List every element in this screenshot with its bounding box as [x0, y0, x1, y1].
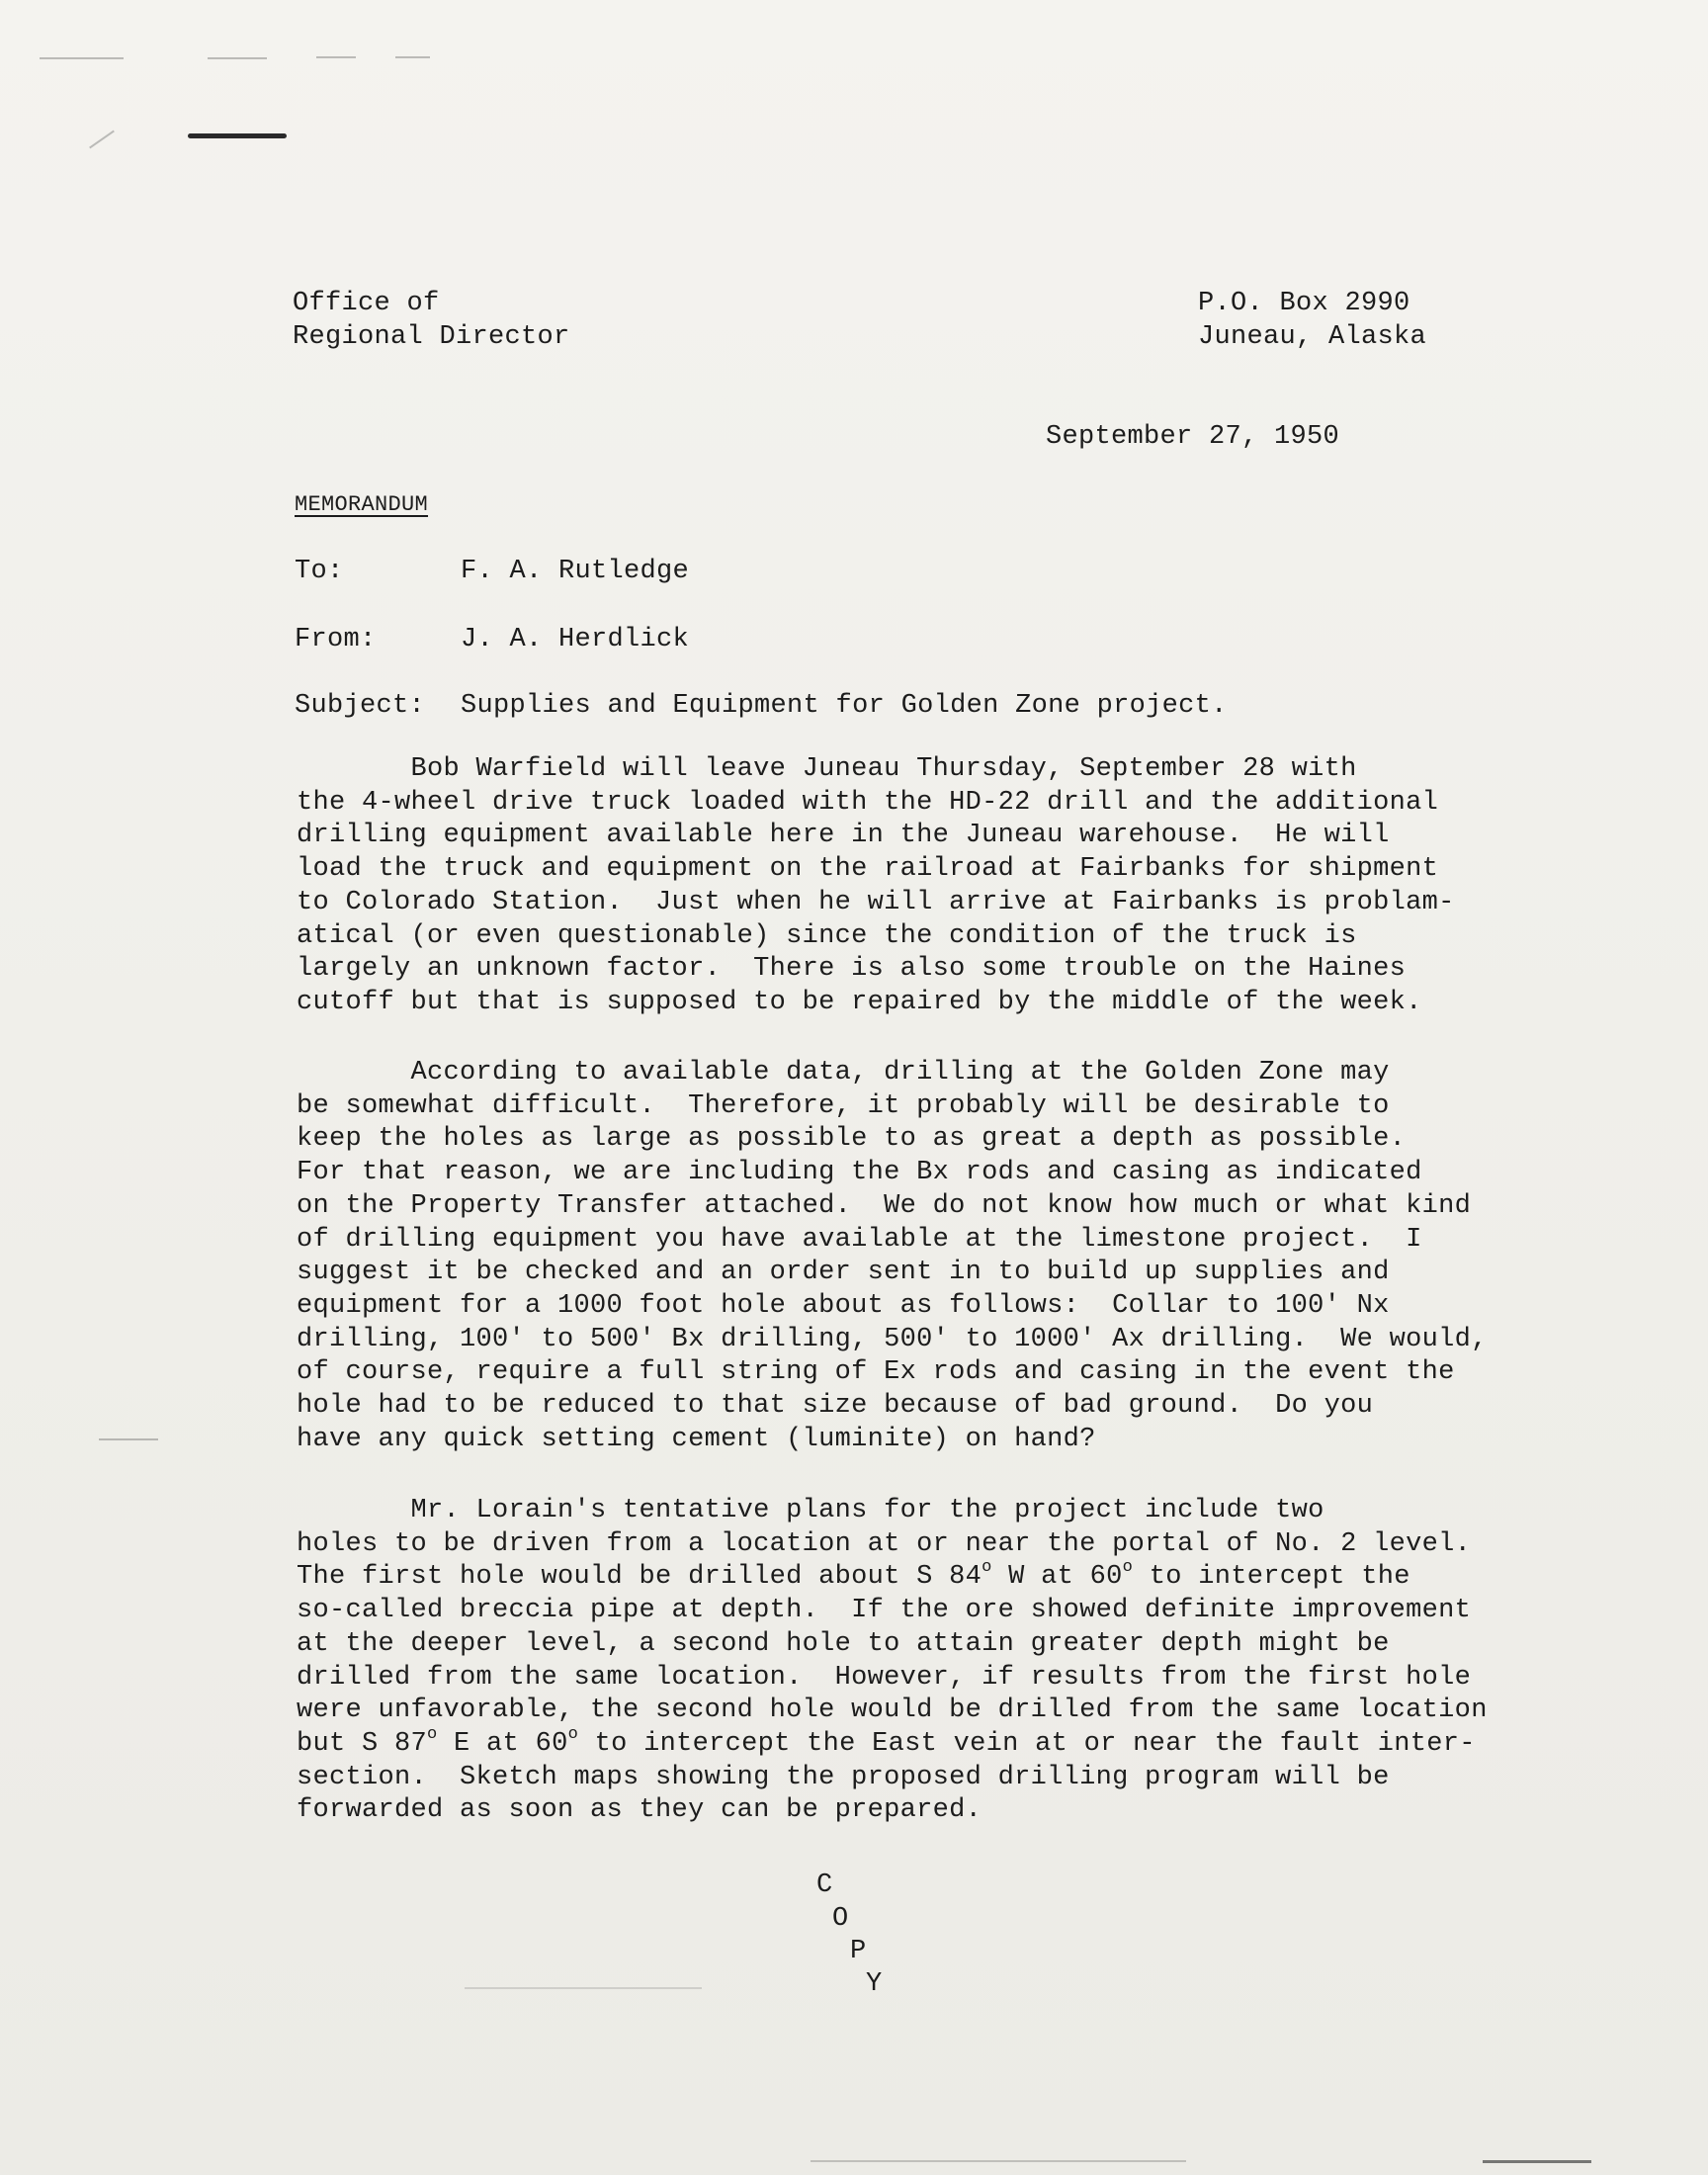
- paragraph-line: For that reason, we are including the Bx rods and casing as indicated: [297, 1158, 1422, 1188]
- from-value: J. A. Herdlick: [461, 625, 690, 654]
- paragraph-line: were unfavorable, the second hole would be drilled from the same location: [297, 1696, 1488, 1726]
- paragraph-line: keep the holes as large as possible to as great a depth as possible.: [297, 1124, 1407, 1155]
- paragraph-line: hole had to be reduced to that size because of bad ground. Do you: [297, 1391, 1374, 1422]
- paragraph-line: Mr. Lorain's tentative plans for the project include two: [297, 1496, 1324, 1525]
- line-text: but S 87: [297, 1728, 428, 1759]
- paragraph-line: to Colorado Station. Just when he will arrive at Fairbanks is problam-: [297, 887, 1455, 917]
- paragraph-line: atical (or even questionable) since the condition of the truck is: [297, 920, 1357, 951]
- scan-mark: [811, 2160, 1186, 2162]
- paragraph-line: drilling equipment available here in the Juneau warehouse. He will: [297, 821, 1390, 851]
- paragraph-2: [297, 1057, 1532, 1456]
- memo-date: September 27, 1950: [1046, 422, 1340, 452]
- degree-mark: o: [1122, 1558, 1134, 1578]
- copy-letter: Y: [866, 1969, 883, 1999]
- to-label: To:: [295, 557, 344, 586]
- scan-mark: [99, 1438, 158, 1440]
- scan-mark: [395, 56, 430, 58]
- line-text: E at 60: [437, 1728, 568, 1759]
- paragraph-line: section. Sketch maps showing the proposed drilling program will be: [297, 1762, 1390, 1792]
- scan-mark: [1483, 2160, 1591, 2163]
- office-line-1: Office of: [293, 289, 440, 318]
- degree-mark: o: [427, 1724, 438, 1744]
- scan-mark: [40, 57, 124, 59]
- copy-letter: O: [832, 1904, 849, 1934]
- paragraph-line: equipment for a 1000 foot hole about as follows: Collar to 100' Nx: [297, 1290, 1390, 1321]
- scan-mark: [465, 1987, 702, 1989]
- from-label: From:: [295, 625, 377, 654]
- copy-letter: P: [850, 1937, 867, 1966]
- paragraph-line: drilling, 100' to 500' Bx drilling, 500' to 1000' Ax drilling. We would,: [297, 1324, 1488, 1354]
- paragraph-line: on the Property Transfer attached. We do not know how much or what kind: [297, 1190, 1472, 1221]
- memo-title: MEMORANDUM: [295, 492, 429, 517]
- paragraph-line: holes to be driven from a location at or near the portal of No. 2 level.: [297, 1528, 1472, 1559]
- degree-mark: o: [982, 1558, 992, 1578]
- paragraph-line: [297, 1558, 1532, 1595]
- paragraph-line: Bob Warfield will leave Juneau Thursday, September 28 with: [297, 754, 1357, 784]
- paragraph-line: drilled from the same location. However, if results from the first hole: [297, 1662, 1472, 1693]
- paragraph-line: [297, 1724, 1532, 1762]
- paragraph-line: have any quick setting cement (luminite) on hand?: [297, 1424, 1096, 1454]
- office-line-2: Regional Director: [293, 322, 570, 352]
- paragraph-1: [297, 753, 1532, 1020]
- line-text: W at 60: [991, 1562, 1123, 1593]
- line-text: The first hole would be drilled about S 84: [297, 1562, 982, 1593]
- scan-mark: [188, 133, 287, 138]
- paragraph-line: largely an unknown factor. There is also some trouble on the Haines: [297, 954, 1407, 985]
- paragraph-line: load the truck and equipment on the railroad at Fairbanks for shipment: [297, 854, 1439, 885]
- paragraph-line: at the deeper level, a second hole to attain greater depth might be: [297, 1628, 1390, 1659]
- paragraph-3: [297, 1495, 1532, 1828]
- copy-letter: C: [816, 1870, 833, 1900]
- line-text: to intercept the: [1133, 1562, 1410, 1593]
- to-value: F. A. Rutledge: [461, 557, 690, 586]
- paragraph-line: According to available data, drilling at the Golden Zone may: [297, 1058, 1390, 1088]
- scan-mark: [89, 130, 115, 149]
- paragraph-line: the 4-wheel drive truck loaded with the HD-22 drill and the additional: [297, 787, 1439, 818]
- scan-mark: [208, 57, 267, 59]
- paragraph-line: suggest it be checked and an order sent in to build up supplies and: [297, 1258, 1390, 1288]
- paragraph-line: of course, require a full string of Ex rods and casing in the event the: [297, 1357, 1455, 1388]
- address-line-2: Juneau, Alaska: [1198, 322, 1427, 352]
- subject-value: Supplies and Equipment for Golden Zone project.: [461, 691, 1228, 721]
- paragraph-line: of drilling equipment you have available at the limestone project. I: [297, 1224, 1422, 1255]
- line-text: to intercept the East vein at or near the fault inter-: [578, 1728, 1476, 1759]
- paragraph-line: cutoff but that is supposed to be repaired by the middle of the week.: [297, 987, 1422, 1017]
- degree-mark: o: [567, 1724, 579, 1744]
- subject-label: Subject:: [295, 691, 426, 721]
- address-line-1: P.O. Box 2990: [1198, 289, 1410, 318]
- scan-mark: [316, 56, 356, 58]
- paragraph-line: be somewhat difficult. Therefore, it probably will be desirable to: [297, 1090, 1390, 1121]
- paragraph-line: forwarded as soon as they can be prepared.: [297, 1795, 982, 1826]
- paragraph-line: so-called breccia pipe at depth. If the ore showed definite improvement: [297, 1596, 1472, 1626]
